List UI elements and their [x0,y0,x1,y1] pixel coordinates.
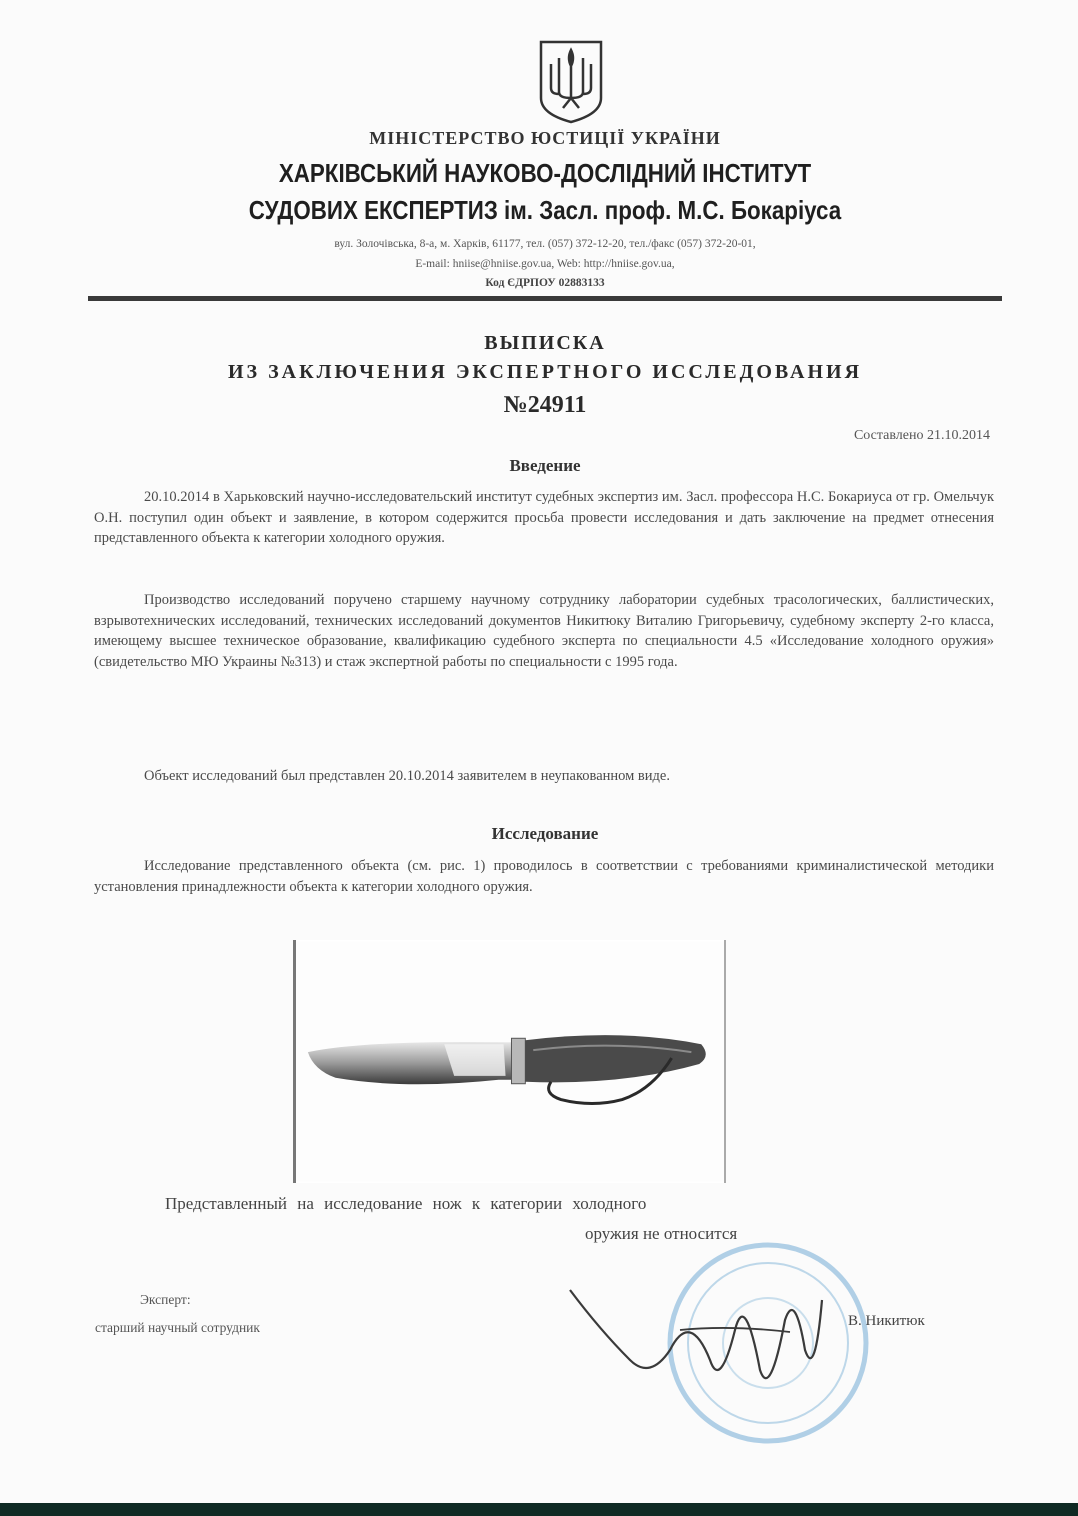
research-heading: Исследование [491,824,599,843]
intro-heading: Введение [509,456,581,475]
ministry-name: МІНІСТЕРСТВО ЮСТИЦІЇ УКРАЇНИ [369,128,721,148]
document-title: ВЫПИСКА [484,332,606,354]
intro-paragraph-1: 20.10.2014 в Харьковский научно-исследовательский институт судебных экспертиз им. Засл. профессора Н.С. Бокариуса от гр. Омельчук О.Н. поступил один объект и заявление, в котором содержится просьба провести исследования и дать заключение на предмет отнесения представленного объекта к категории холодного оружия. [94,489,994,546]
document-subtitle: ИЗ ЗАКЛЮЧЕНИЯ ЭКСПЕРТНОГО ИССЛЕДОВАНИЯ [227,361,863,383]
compiled-date: Составлено 21.10.2014 [853,428,990,443]
institute-name-line1: ХАРКІВСЬКИЙ НАУКОВО-ДОСЛІДНИЙ ІНСТИТУТ [278,158,812,188]
intro-paragraph-2: Производство исследований поручено старшему научному сотруднику лаборатории судебных трасологических, баллистических, взрывотехнических исследований, технических исследований документов Никитюку Виталию Григорьевичу, судебному эксперту 2-го класса, имеющему высшее техническое образование, квалификацию судебного эксперта по специальности 4.5 «Исследование холодного оружия» (свидетельство МЮ Украины №313) и стаж экспертной работы по специальности с 1995 года. [94,592,994,670]
knife-photo [293,940,726,1183]
institute-address: вул. Золочівська, 8-а, м. Харків, 61177, тел. (057) 372-12-20, тел./факс (057) 372-20-01, [334,238,756,250]
expert-position: старший научный сотрудник [95,1320,260,1335]
knife-icon [296,940,724,1183]
institute-name-line2: СУДОВИХ ЕКСПЕРТИЗ ім. Засл. проф. М.С. Бокаріуса [248,195,842,225]
conclusion-line1: Представленный на исследование нож к категории холодного [165,1194,647,1213]
research-paragraph: Исследование представленного объекта (см. рис. 1) проводилось в соответствии с требованиями криминалистической методики установления принадлежности объекта к категории холодного оружия. [94,858,994,895]
header-divider [88,296,1002,301]
institute-edrpou: Код ЄДРПОУ 02883133 [485,277,605,289]
trident-emblem-icon [537,38,605,124]
expert-name: В. Никитюк [848,1313,925,1329]
expert-label: Эксперт: [140,1292,191,1307]
bottom-bar [0,1503,1078,1516]
institute-contacts: E-mail: hniise@hniise.gov.ua, Web: http://hniise.gov.ua, [415,258,675,270]
document-number: №24911 [503,392,587,418]
intro-paragraph-3: Объект исследований был представлен 20.10.2014 заявителем в неупакованном виде. [144,768,670,784]
conclusion-line2: оружия не относится [585,1224,738,1243]
expert-signature-icon [560,1270,860,1410]
